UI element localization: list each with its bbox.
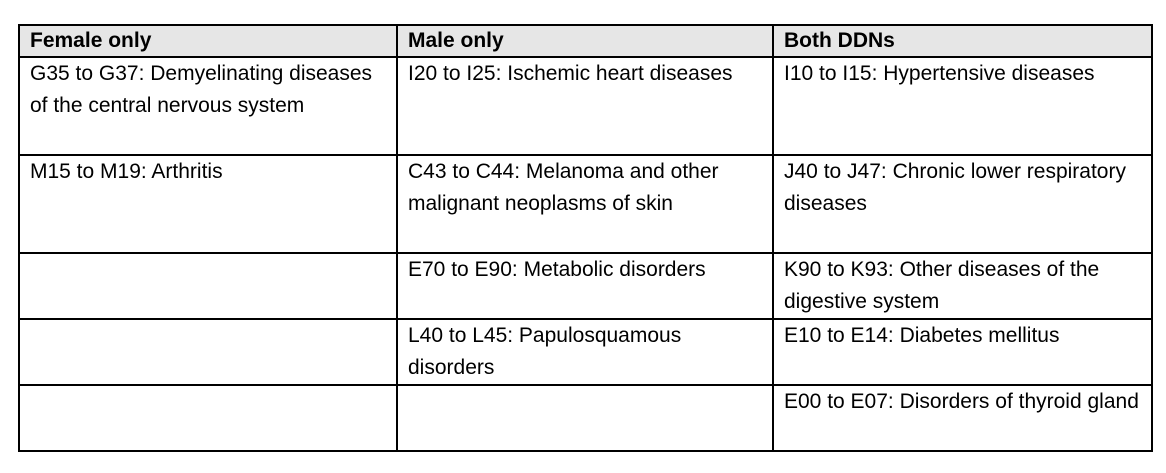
table-cell: E00 to E07: Disorders of thyroid gland: [773, 385, 1152, 451]
header-male-only: Male only: [397, 25, 773, 57]
table-cell: [19, 385, 397, 451]
table-row: [19, 57, 1152, 155]
table-cell: J40 to J47: Chronic lower respiratory diseases: [773, 155, 1152, 253]
disease-comparison-table: [18, 24, 1153, 452]
table-header-row: [19, 25, 1152, 57]
table-row: [19, 319, 1152, 385]
table-cell: C43 to C44: Melanoma and other malignant neoplasms of skin: [397, 155, 773, 253]
table-cell: [397, 385, 773, 451]
table-row: [19, 385, 1152, 451]
table-cell: G35 to G37: Demyelinating diseases of the central nervous system: [19, 57, 397, 155]
table-cell: M15 to M19: Arthritis: [19, 155, 397, 253]
header-both-ddns: Both DDNs: [773, 25, 1152, 57]
table-row: [19, 253, 1152, 319]
table-cell: [19, 319, 397, 385]
table-cell: I10 to I15: Hypertensive diseases: [773, 57, 1152, 155]
table-row: [19, 155, 1152, 253]
table-cell: E10 to E14: Diabetes mellitus: [773, 319, 1152, 385]
table-cell: I20 to I25: Ischemic heart diseases: [397, 57, 773, 155]
table-cell: E70 to E90: Metabolic disorders: [397, 253, 773, 319]
table-cell: [19, 253, 397, 319]
table-cell: K90 to K93: Other diseases of the digestive system: [773, 253, 1152, 319]
table-cell: L40 to L45: Papulosquamous disorders: [397, 319, 773, 385]
header-female-only: Female only: [19, 25, 397, 57]
